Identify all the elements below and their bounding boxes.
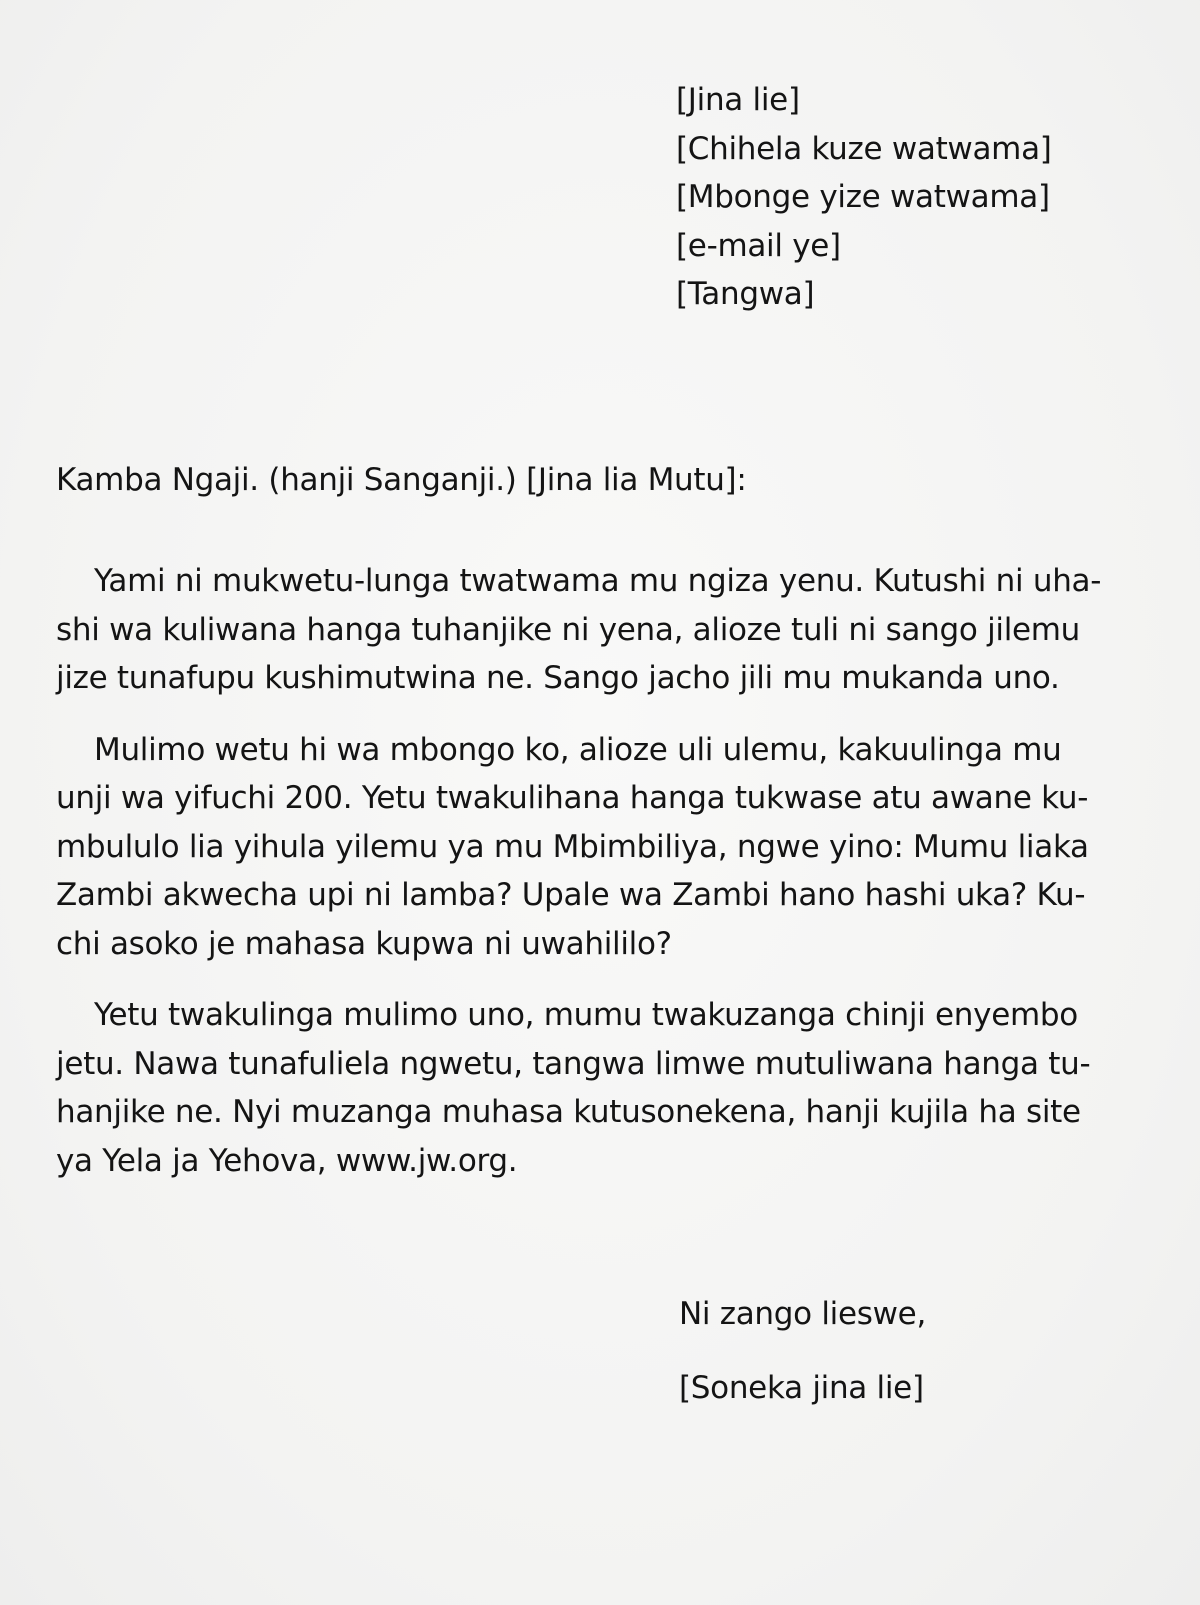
- paragraph-line: jize tunafupu kushimutwina ne. Sango jacho jili mu mukanda uno.: [56, 660, 1060, 696]
- sender-address-block: [676, 76, 1052, 319]
- body-paragraph-3: [56, 991, 1126, 1185]
- paragraph-line: Yami ni mukwetu-lunga twatwama mu ngiza yenu. Kutushi ni uha-: [94, 563, 1102, 599]
- salutation: Kamba Ngaji. (hanji Sanganji.) [Jina lia Mutu]:: [56, 462, 747, 498]
- letter-date: [Tangwa]: [676, 276, 815, 312]
- sender-name: [Jina lie]: [676, 82, 800, 118]
- paragraph-line: chi asoko je mahasa kupwa ni uwahililo?: [56, 925, 672, 962]
- paragraph-line: Yetu twakulinga mulimo uno, mumu twakuzanga chinji enyembo: [94, 997, 1078, 1033]
- closing-phrase: Ni zango lieswe,: [679, 1296, 926, 1332]
- signature-placeholder: [Soneka jina lie]: [679, 1370, 924, 1406]
- letter-body: [56, 557, 1126, 1208]
- sender-street: [Chihela kuze watwama]: [676, 130, 1052, 167]
- paragraph-line: shi wa kuliwana hanga tuhanjike ni yena, alioze tuli ni sango jilemu: [56, 611, 1081, 648]
- paragraph-line: hanjike ne. Nyi muzanga muhasa kutusonekena, hanji kujila ha site: [56, 1094, 1081, 1130]
- paragraph-line: Mulimo wetu hi wa mbongo ko, alioze uli ulemu, kakuulinga mu: [94, 731, 1062, 768]
- body-paragraph-2: [56, 726, 1126, 969]
- sender-email: [e-mail ye]: [676, 227, 841, 264]
- body-paragraph-1: [56, 557, 1126, 703]
- paragraph-line: mbululo lia yihula yilemu ya mu Mbimbiliya, ngwe yino: Mumu liaka: [56, 828, 1089, 865]
- sender-city: [Mbonge yize watwama]: [676, 179, 1050, 215]
- paragraph-line: Zambi akwecha upi ni lamba? Upale wa Zambi hano hashi uka? Ku-: [56, 877, 1086, 913]
- paragraph-line: ya Yela ja Yehova, www.jw.org.: [56, 1142, 518, 1179]
- paragraph-line: unji wa yifuchi 200. Yetu twakulihana hanga tukwase atu awane ku-: [56, 780, 1089, 816]
- paragraph-line: jetu. Nawa tunafuliela ngwetu, tangwa limwe mutuliwana hanga tu-: [56, 1045, 1091, 1082]
